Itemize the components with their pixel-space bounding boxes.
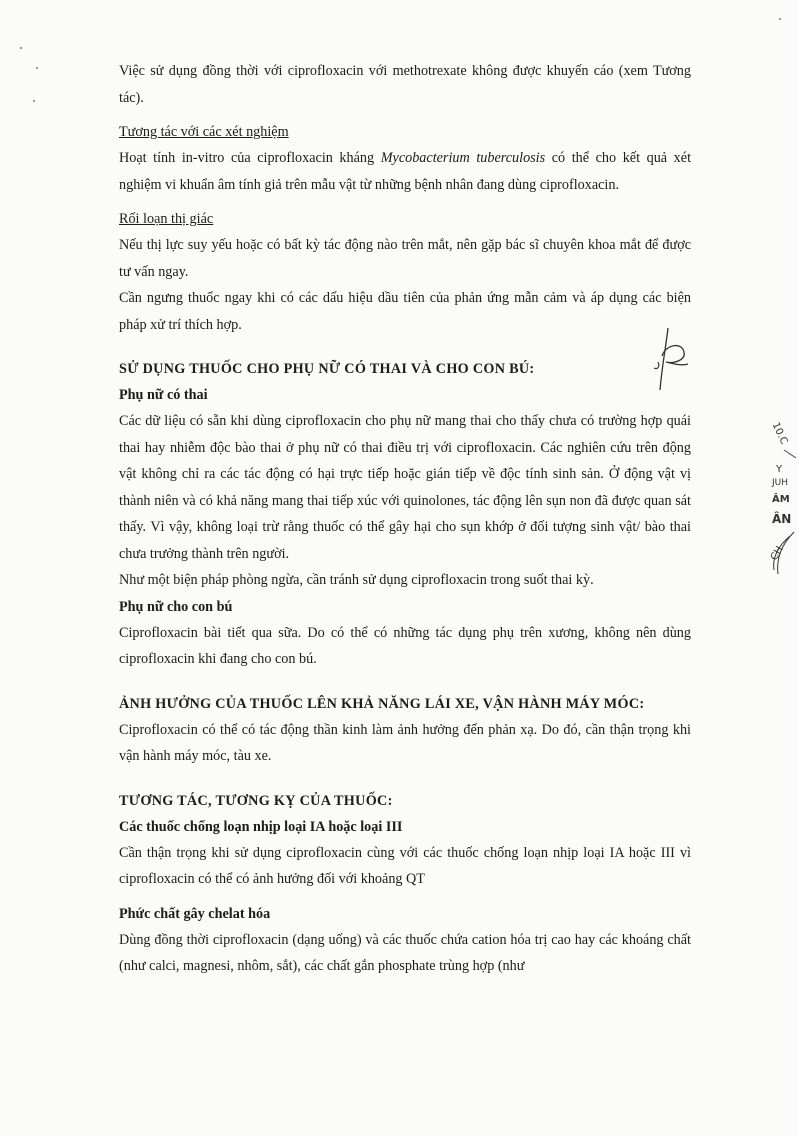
subheading: Các thuốc chống loạn nhịp loại IA hoặc loại III xyxy=(119,818,403,835)
stamp-arc xyxy=(764,420,798,580)
stamp-fragment xyxy=(764,420,798,580)
stamp-text: ÂM xyxy=(772,494,790,505)
stamp-text: JUH xyxy=(772,478,789,488)
scan-speck xyxy=(36,67,38,69)
paragraph: Ciprofloxacin có thể có tác động thần kinh làm ảnh hưởng đến phản xạ. Do đó, cần thận trọng khi vận hành máy móc, tàu xe. xyxy=(119,721,691,764)
stamp-text: 10.C xyxy=(769,420,790,447)
paragraph: Như một biện pháp phòng ngừa, cần tránh sử dụng ciprofloxacin trong suốt thai kỳ. xyxy=(119,572,594,588)
subheading: Phụ nữ cho con bú xyxy=(119,598,233,615)
scan-speck xyxy=(779,18,781,20)
paragraph: Cần thận trọng khi sử dụng ciprofloxacin cùng với các thuốc chống loạn nhịp loại IA hoặc III vì ciprofloxacin có thể có ảnh hưởng đối với khoảng QT xyxy=(119,844,691,887)
stamp-text: Y xyxy=(776,464,783,475)
section-heading: TƯƠNG TÁC, TƯƠNG KỴ CỦA THUỐC: xyxy=(119,792,393,809)
subheading: Phức chất gây chelat hóa xyxy=(119,905,271,922)
subheading: Phụ nữ có thai xyxy=(119,387,208,403)
scan-speck xyxy=(20,47,22,49)
paragraph: Nếu thị lực suy yếu hoặc có bất kỳ tác động nào trên mắt, nên gặp bác sĩ chuyên khoa mắt để được tư vấn ngay. xyxy=(119,237,691,280)
paragraph: Việc sử dụng đồng thời với ciprofloxacin với methotrexate không được khuyến cáo (xem Tương tác). xyxy=(119,63,691,106)
paragraph: Ciprofloxacin bài tiết qua sữa. Do có thể có những tác dụng phụ trên xương, không nên dùng ciprofloxacin khi đang cho con bú. xyxy=(119,624,691,667)
paragraph: Dùng đồng thời ciprofloxacin (dạng uống) và các thuốc chứa cation hóa trị cao hay các khoáng chất (như calci, magnesi, nhôm, sắt), các chất gắn phosphate trùng hợp (như xyxy=(119,931,691,974)
document-body xyxy=(119,58,691,980)
handwritten-signature xyxy=(648,326,692,392)
subsection-title: Tương tác với các xét nghiệm xyxy=(119,124,289,140)
section-heading: SỬ DỤNG THUỐC CHO PHỤ NỮ CÓ THAI VÀ CHO CON BÚ: xyxy=(119,361,535,377)
stamp-text: CH xyxy=(768,544,786,563)
subsection-title: Rối loạn thị giác xyxy=(119,211,214,227)
paragraph: Các dữ liệu có sẵn khi dùng ciprofloxacin cho phụ nữ mang thai cho thấy chưa có trường hợp quái thai hay nhiễm độc bào thai ở phụ nữ có thai điều trị với ciprofloxacin. Các nghiên cứu trên động vật không chỉ ra các tác động có hại trực tiếp hoặc gián tiếp về độc tính sinh sản. Ở động vật vị thành niên và có khả năng mang thai tiếp xúc với quinolones, tác động lên sụn non đã được quan sát thấy. Vì vậy, không loại trừ rằng thuốc có thể gây hại cho sụn khớp ở đối tượng sinh vật/ bào thai chưa trưởng thành trên người. xyxy=(119,413,691,562)
stamp-text: ÂN xyxy=(772,512,792,526)
paragraph: Cần ngưng thuốc ngay khi có các dấu hiệu dầu tiên của phản ứng mẫn cảm và áp dụng các biện pháp xử trí thích hợp. xyxy=(119,290,691,333)
organism-name: Mycobacterium tuberculosis xyxy=(380,150,546,166)
paragraph: Hoạt tính in-vitro của ciprofloxacin kháng Mycobacterium tuberculosis có thể cho kết quả xét nghiệm vi khuẩn âm tính giả trên mẫu vật từ những bệnh nhân đang dùng ciprofloxacin. xyxy=(119,150,692,193)
section-heading: ẢNH HƯỞNG CỦA THUỐC LÊN KHẢ NĂNG LÁI XE, VẬN HÀNH MÁY MÓC: xyxy=(119,695,645,712)
scan-speck xyxy=(33,100,35,102)
